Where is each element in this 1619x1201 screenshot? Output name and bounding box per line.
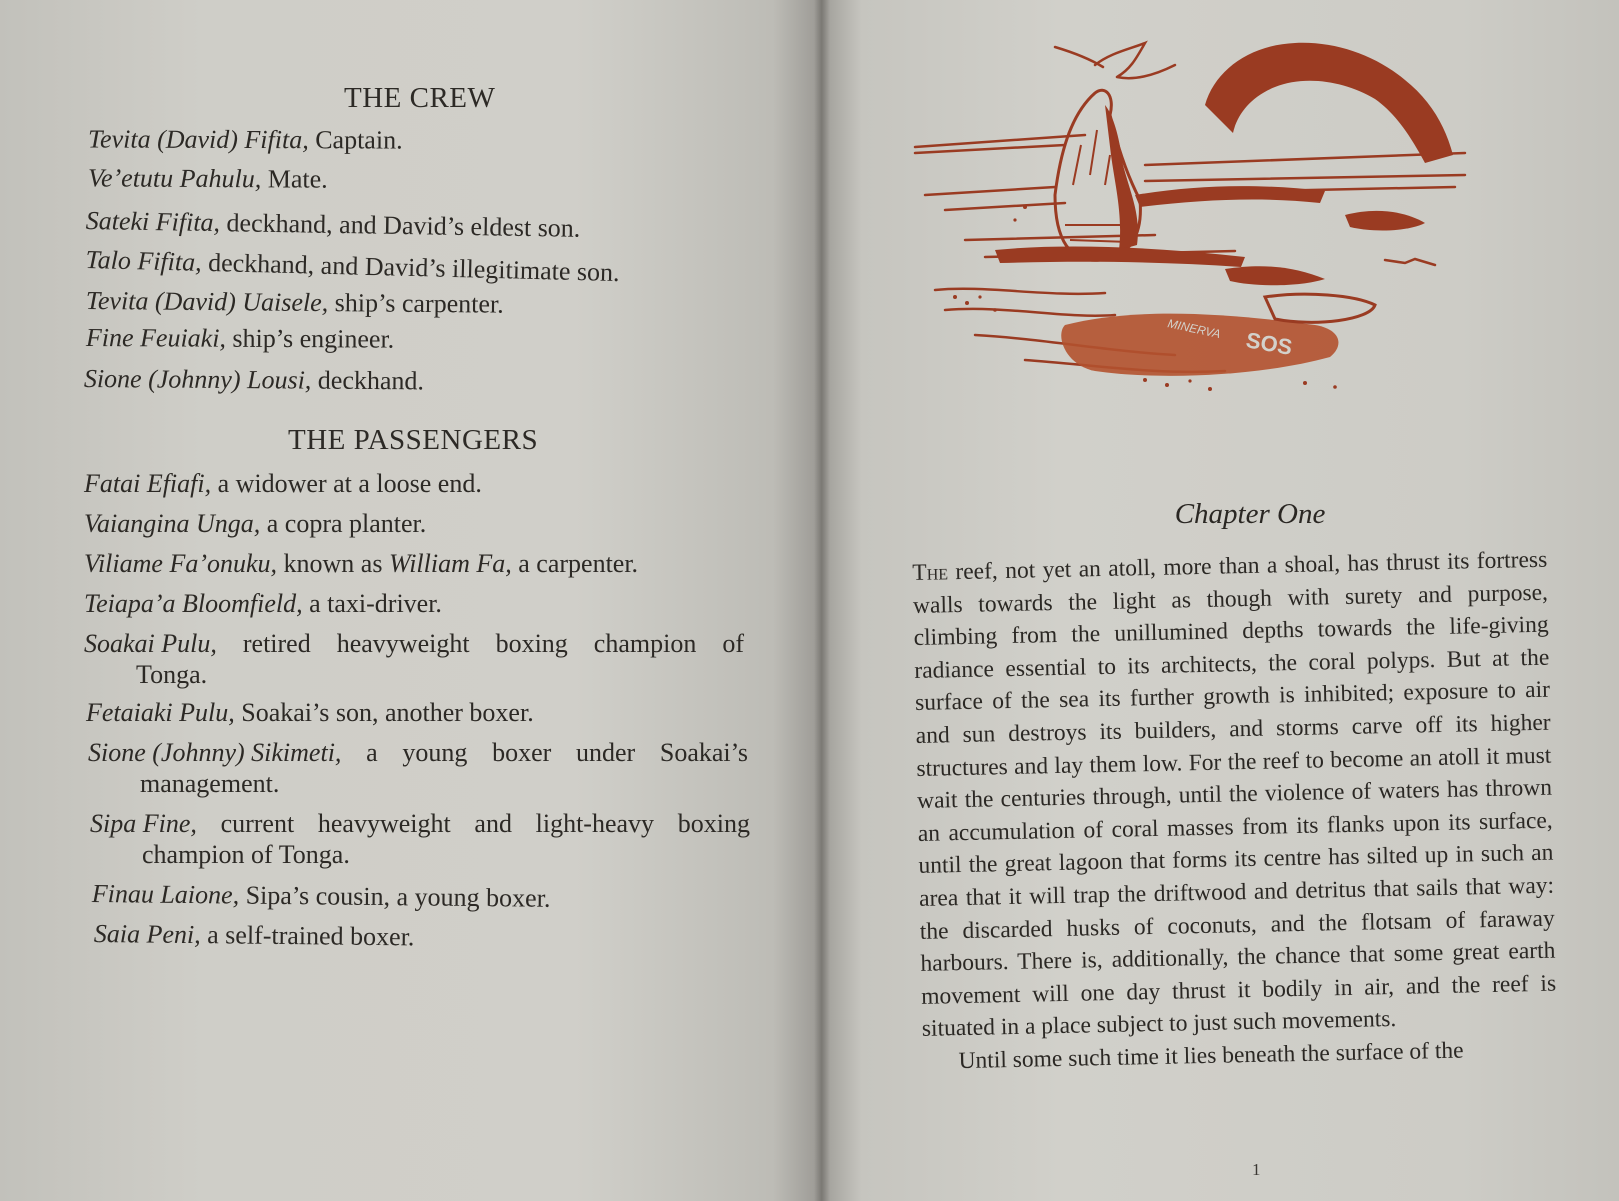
passenger-role: Sipa’s cousin, a young boxer. <box>239 880 551 913</box>
passenger-name: Fatai Efiafi, <box>84 469 212 498</box>
passenger-entry <box>92 878 551 914</box>
role-word: retired <box>242 629 311 658</box>
book-gutter <box>814 0 830 1201</box>
role-continuation: management. <box>140 769 280 798</box>
passenger-role: a carpenter. <box>511 549 639 578</box>
crew-role: ship’s carpenter. <box>328 288 504 319</box>
lead-word: The <box>912 559 949 586</box>
passenger-name: Teiapa’a Bloomfield, <box>84 589 303 618</box>
passenger-name: Finau Laione, <box>91 878 240 910</box>
role-word: young <box>402 738 468 767</box>
role-word: a <box>366 738 378 767</box>
passenger-entry <box>86 697 534 728</box>
bird-icon <box>1095 43 1175 78</box>
passenger-entry <box>94 918 415 952</box>
justified-line <box>88 737 748 768</box>
paragraph-text: reef, not yet an atoll, more than a shoal, has thrust its fortress walls towards the light as though with surety and purpose, climbing from the unillumined depths towards the life-giving radiance essential to its architects, the coral polyps. But at the surface of the sea its further growth is inhibited; exposure to air and sun destroys its builders, and storms carve off its higher structures and lay them low. For the reef to become an atoll it must wait the centuries through, until the violence of waters has thrown an accumulation of coral masses from its flanks upon its surface, until the great lagoon that forms its centre has silted up in such an area that it will trap the driftwood and detritus that sails that way: the discarded husks of coconuts, and the flotsam of faraway harbours. There is, additionally, the chance that some great earth movement will one day thrust it bodily in air, and the reef is situated in a place subject to just such movements. <box>912 546 1557 1043</box>
role-continuation: champion of Tonga. <box>142 840 350 869</box>
crew-role: Mate. <box>261 164 328 194</box>
crew-name: Sione (Johnny) Lousi, <box>83 363 312 395</box>
crew-role: Captain. <box>308 125 403 155</box>
role-word: of <box>722 629 744 658</box>
passenger-role: a self-trained boxer. <box>200 920 415 952</box>
paragraph <box>912 544 1557 1046</box>
chapter-title: Chapter One <box>1174 498 1326 530</box>
role-word: heavyweight <box>336 629 470 658</box>
role-word: heavyweight <box>317 809 451 838</box>
passenger-role: known as <box>277 549 389 578</box>
role-word: light-heavy <box>535 809 655 838</box>
crew-name: Ve’etutu Pahulu, <box>87 163 262 194</box>
crew-name: Tevita (David) Fifita, <box>87 124 309 155</box>
passenger-name: Saia Peni, <box>93 918 201 950</box>
crew-member <box>88 162 328 194</box>
passenger-entry <box>84 628 744 690</box>
crew-member <box>84 363 424 396</box>
passenger-name: Fetaiaki Pulu, <box>86 698 235 727</box>
crew-role: deckhand, and David’s illegitimate son. <box>201 247 620 288</box>
role-word: and <box>474 809 512 838</box>
role-word: under <box>575 738 636 767</box>
passenger-alias: William Fa, <box>388 549 512 578</box>
passenger-entry <box>84 508 426 539</box>
role-word: champion <box>593 629 697 658</box>
passenger-entry <box>84 468 482 499</box>
passenger-name: Vaiangina Unga, <box>84 509 261 538</box>
passenger-entry <box>84 548 638 579</box>
passenger-entry <box>90 808 750 870</box>
passenger-role: a widower at a loose end. <box>211 469 482 498</box>
crew-name: Talo Fifita, <box>85 244 203 277</box>
role-word: boxing <box>495 629 568 658</box>
chapter-body <box>912 544 1558 1079</box>
passenger-entry <box>84 588 442 619</box>
role-continuation: Tonga. <box>136 660 208 689</box>
role-word: Soakai’s <box>659 738 748 767</box>
justified-line <box>84 628 744 659</box>
crew-name: Fine Feuiaki, <box>85 323 227 353</box>
passenger-name: Sione (Johnny) Sikimeti, <box>88 738 342 767</box>
reef-illustration <box>905 35 1515 400</box>
role-word: boxing <box>677 809 750 838</box>
crew-member <box>86 322 394 355</box>
role-word: current <box>220 809 295 838</box>
passenger-role: a taxi-driver. <box>302 589 442 618</box>
justified-line <box>90 808 750 839</box>
crew-role: deckhand. <box>311 365 425 396</box>
role-word: boxer <box>492 738 552 767</box>
passenger-entry <box>88 737 748 799</box>
passengers-heading: THE PASSENGERS <box>288 424 539 456</box>
sign-text-minerva: MINERVA <box>1166 316 1222 342</box>
page-number: 1 <box>1252 1160 1261 1179</box>
sign-text-sos: SOS <box>1244 327 1295 360</box>
passenger-name: Viliame Fa’onuku, <box>84 549 278 578</box>
crew-role: ship’s engineer. <box>225 323 395 354</box>
crew-heading: THE CREW <box>344 82 496 114</box>
crew-name: Sateki Fifita, <box>85 205 221 238</box>
passenger-role: a copra planter. <box>260 509 427 538</box>
crew-role: deckhand, and David’s eldest son. <box>219 208 581 243</box>
passenger-role: Soakai’s son, another boxer. <box>234 698 534 727</box>
arch-rock <box>1205 43 1453 163</box>
paragraph: Until some such time it lies beneath the surface of the <box>958 1037 1464 1075</box>
passenger-name: Sipa Fine, <box>90 809 197 838</box>
crew-name: Tevita (David) Uaisele, <box>85 285 329 318</box>
crew-member <box>88 123 403 155</box>
passenger-name: Soakai Pulu, <box>84 629 217 658</box>
crew-member <box>86 285 504 320</box>
